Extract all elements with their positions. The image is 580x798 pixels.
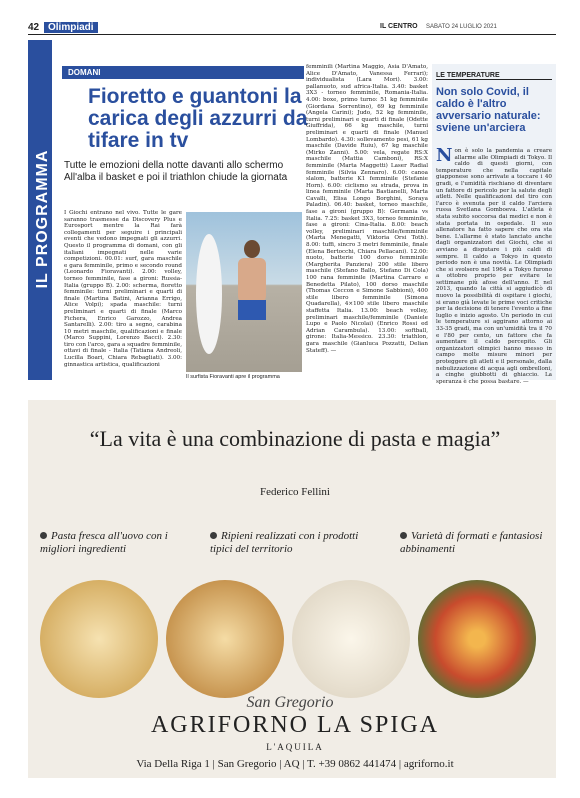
surfer-shorts-shape (238, 300, 266, 320)
surfer-head-shape (244, 240, 260, 258)
article-photo (186, 212, 302, 372)
article-kicker: DOMANI (62, 66, 304, 79)
ad-quote-author: Federico Fellini (260, 486, 330, 498)
bullet-icon (210, 532, 217, 539)
sidebar-dropcap: N (436, 145, 453, 166)
pasta-photo-ravioli (166, 580, 284, 698)
sidebar-body (436, 145, 552, 385)
bullet-icon (400, 532, 407, 539)
ad-brand-name: AGRIFORNO LA SPIGA (150, 712, 440, 738)
brand-signature-logo: San Gregorio (246, 694, 334, 711)
photo-caption: Il surfista Fioravanti apre il programma (186, 374, 280, 380)
article-headline: Fioretto e guantoni la carica degli azzurri da tifare in tv (88, 85, 308, 152)
surfer-body-shape (238, 258, 266, 302)
sidebar-title: Non solo Covid, il caldo è l'altro avversario naturale: sviene un'arciera (436, 86, 541, 134)
ad-feature-3 (400, 530, 560, 556)
sidebar-text: on è solo la pandemia a creare allarme alle Olimpiadi di Tokyo. Il caldo di questi giorni, con temperature che nella capitale giapponese sono arrivate a toccare i 40 gradi, e l'umidità rischiano di diventare un fattore di pericolo per la salute degli atleti. Nelle qualificazioni del tiro con l'arco è svenuta per il caldo l'arciera russa Svetlana Gomboeva. L'atleta è stata subito soccorsa dai medici e non è stata portata in ospedale. Il suo allenatore ha fatto sapere che ora sta bene. L'allarme è stato lanciato anche dagli organizzatori dei Giochi, che si avviano a disputare i più caldi di sempre. Il caldo a Tokyo in questo periodo non è una novità. Le Olimpiadi che si svolsero nel 1964 a Tokyo furono a ottobre proprio per evitare le settimane più afose dell'anno. E nel 2013, quando la città si aggiudicò di nuovo la possibilità di ospitare i giochi, si erano già levate le prime voci critiche per la decisione di tenere l'evento a fine luglio e inizio agosto. Un periodo in cui le temperature si aggirano attorno ai 33-35 gradi, ma con un'umidità tra il 70 e l'80 per cento, un fattore che fa aumentare il caldo percepito. Gli organizzatori olimpici hanno messo in campo molte misure minori per proteggere gli atleti e il personale, dalla nebulizzazione di acqua agli ombrelloni, a cinghe giubbotti di ghiaccio. La speranza è che possa bastare. — (436, 148, 552, 385)
pasta-photo-tortellini (292, 580, 410, 698)
ad-feature-text: Ripieni realizzati con i prodotti tipici del territorio (210, 530, 359, 555)
bullet-icon (40, 532, 47, 539)
ad-brand-city: L'AQUILA (266, 742, 324, 752)
issue-date: SABATO 24 LUGLIO 2021 (426, 24, 497, 30)
surfboard-shape (196, 234, 222, 354)
article-subheadline: Tutte le emozioni della notte davanti allo schermo All'alba il basket e poi il triathlon chiude la giornata (64, 160, 288, 183)
pasta-photo-tagliatelle (40, 580, 158, 698)
pasta-photo-dish (418, 580, 536, 698)
ad-feature-text: Pasta fresca all'uovo con i migliori ingredienti (40, 530, 168, 555)
sidebar-kicker: LE TEMPERATURE (436, 72, 552, 80)
article-column-1: I Giochi entrano nel vivo. Tutte le gare saranno trasmesse da Discovery Plus e Eurosport mentre la Rai farà collegamenti per seguire i principali eventi che vedono impegnati gli azzurri. Questo il programma di domani, con gli italiani impegnati nelle varie competizioni. 00.01: surf, gara maschile e gara femminile, primo e secondo round (Leonardo Fioravanti). 2.00: volley, torneo femminile, fase a gironi: Russia-Italia (gruppo B). 2.00: scherma, fioretto femminile: turni preliminari e quarti di finale (Martina Batini, Arianna Errigo, Alice Volpi); spada maschile: turni preliminari e quarti di finale (Marco Fichera, Enrico Garozzo, Andrea Santarelli). 2.00: tiro a segno, carabina 10 metri maschile, qualificazioni e finale (Marco Suppini, Lorenzo Bacci). 2.30: tiro con l'arco, gara a squadre femminile, ottavi di finale - Italia (Tatiana Andreoli, Lucilla Boari, Chiara Rebagliati). 3.00: ginnastica artistica, qualificazioni (64, 210, 182, 368)
ad-feature-1 (40, 530, 200, 556)
ad-quote: “La vita è una combinazione di pasta e magia” (89, 426, 501, 451)
article-column-2: femminili (Martina Maggio, Asia D'Amato, Alice D'Amato, Vanessa Ferrari); individualista (Lara Mori). 3.00: pallanuoto, sud africa-Italia. 3.40: basket 3X3 - torneo femminile, Romania-Italia. 4.00: boxe, primo turno: 51 kg femminile (Giordana Sorrentino), 69 kg femminile (Angela Carini); Judo, 52 kg femminile, turni preliminari e quarti di finale (Odette Giuffrida), 66 kg maschile, turni preliminari e quarti di finale (Manuel Lombardo). 4.30: sollevamento pesi, 61 kg maschile (Davide Ruiu), 67 kg maschile (Mirko Zanni). 5.00: vela, regate RS:X maschile (Mattia Camboni), RS:X femminile (Marta Maggetti) Laser Radial femminile (Silvia Zennaro). 6.00: canoa slalom, batterie K1 femminile (Stefanie Horn). 6.00: ciclismo su strada, prova in linea femminile (Marta Bastianelli, Marta Cavalli, Elisa Longo Borghini, Soraya Paladin). 06.40: basket, torneo maschile, fase a gironi (gruppo B): Germania vs Italia. 7.25: basket 3X3, torneo femminile, fase a gironi: Cina-Italia. 8.00: beach volley, preliminari maschile/femminile (Marta Menegatti, Viktoria Orsi Toth). 8.00: tuffi, sincro 3 metri femminile, finale (Elena Bertocchi, Chiara Pellacani). 12.00: nuoto, batterie 100 dorso femminile (Margherita Panziera) 200 stile libero maschile (Stefano Ballo, Stefano Di Cola) 100 rana femminile (Martina Carraro e Benedetta Pilato), 100 dorso maschile (Thomas Ceccon e Simone Sabbioni), 400 stile libero femminile (Simona Quadarella), 4×100 stile libero maschile staffetta Italia. 13.00: beach volley, preliminari maschile/femminile (Daniele Lupo e Paolo Nicolai) (Enrico Rossi ed Adrian Carambula). 13.00: softball, girone: Italia-Messico. 23.30: triathlon, gara maschile (Gianluca Pozzatti, Delian Stateff). — (306, 64, 428, 354)
section-label: Olimpiadi (44, 22, 98, 33)
page-number: 42 (28, 22, 40, 33)
ad-feature-2 (210, 530, 370, 556)
newspaper-brand: IL CENTRO (380, 23, 418, 30)
header-divider (28, 34, 556, 35)
ad-contacts: Via Della Riga 1 | San Gregorio | AQ | T. +39 0862 441474 | agriforno.it (136, 758, 454, 770)
ad-feature-text: Varietà di formati e fantasiosi abbinamenti (400, 530, 543, 555)
section-band (28, 40, 52, 380)
band-label: IL PROGRAMMA (34, 149, 51, 289)
